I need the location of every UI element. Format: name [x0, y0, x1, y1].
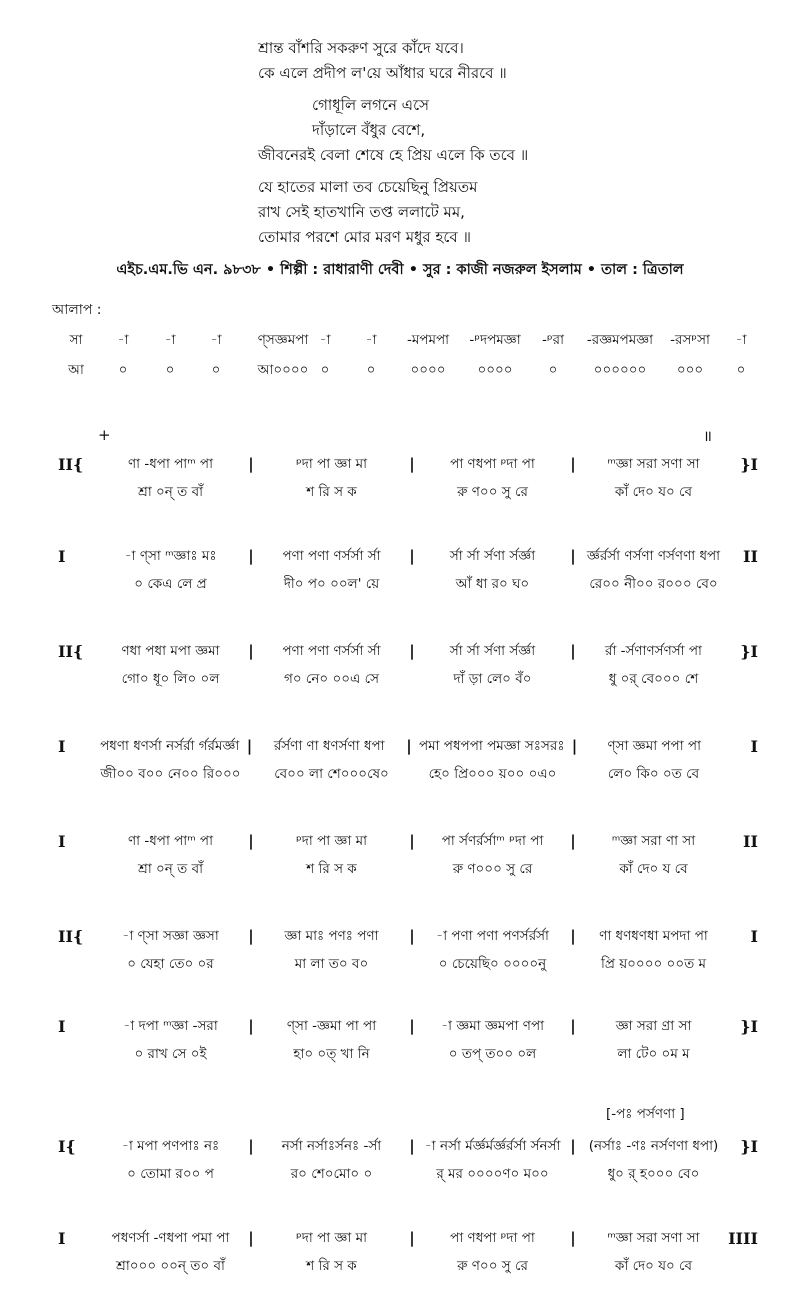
- bracket-end: I: [750, 736, 758, 756]
- alap-note: -ᵖদপমজ্ঞা: [469, 332, 521, 348]
- bracket-end: }I: [740, 454, 758, 474]
- alap-syllable: ০: [548, 362, 558, 378]
- swara-cell: র্রা -র্সণাণর্সণর্সা পা: [605, 642, 702, 659]
- notation-block-5: [58, 827, 758, 883]
- bar-line: |: [409, 927, 415, 945]
- swara-cell: পণা পণা ণর্সর্সা র্সা: [282, 642, 381, 659]
- bracket-start: II{: [58, 926, 84, 946]
- bracket-end: I: [750, 926, 758, 946]
- swara-row: [58, 732, 758, 760]
- alap-syllable: ০: [320, 362, 330, 378]
- swara-row: [58, 542, 758, 570]
- bar-line: |: [409, 547, 415, 565]
- bar-line: |: [409, 642, 415, 660]
- alap-note: -া: [365, 332, 377, 348]
- swara-cell: পণা পণা ণর্সর্সা র্সা: [282, 547, 381, 564]
- swara-cell: -া নর্সা র্মর্জ্ঞর্মর্জ্ঞর্রর্সা র্সনর্সা: [424, 1137, 561, 1154]
- bar-line: |: [570, 927, 576, 945]
- swara-cell: র্জ্ঞর্রর্সা ণর্সণা ণর্সণণা ধপা: [586, 547, 721, 564]
- lyric-cell: আঁ ধা র০ ঘ০: [455, 575, 530, 592]
- swara-cell: ᵐজ্ঞা সরা ণা সা: [611, 832, 696, 849]
- bar-line: |: [246, 737, 253, 755]
- notation-block-2: [58, 542, 758, 598]
- alap-swara-row: [0, 329, 800, 355]
- swara-cell: -া পণা পণা পণর্সর্রর্সা: [436, 927, 549, 944]
- swara-row: [58, 1224, 758, 1252]
- swara-row: [58, 922, 758, 950]
- swara-cell: নর্সা নর্সাঃর্সনঃ -র্সা: [281, 1137, 382, 1154]
- lyric-cell: ০ যেহা তে০ ০র: [127, 955, 214, 972]
- alap-note: -ᵖরা: [542, 332, 564, 348]
- lyric-cell: রু ণ০০ সু রে: [457, 483, 528, 500]
- swara-cell: ণ্সা -জ্ঞমা পা পা: [286, 1017, 377, 1034]
- lyric-row: [58, 570, 758, 598]
- section-end-mark: ॥: [703, 427, 712, 445]
- alap-lyric-row: [0, 359, 800, 385]
- bar-line: |: [409, 1137, 415, 1155]
- poem-line: শ্রান্ত বাঁশরি সকরুণ সুরে কাঁদে যবে।: [258, 39, 464, 57]
- lyric-cell: হে০ প্রি০০০ য়০০ ০এ০: [428, 765, 557, 782]
- bracket-end: }I: [740, 641, 758, 661]
- lyric-cell: রু ণ০০ সু রে: [457, 1257, 528, 1274]
- alap-syllable: ০: [165, 362, 175, 378]
- bracket-end: II: [743, 831, 758, 851]
- bracket-end: }I: [740, 1136, 758, 1156]
- alap-note: -া: [164, 332, 176, 348]
- lyric-row: [58, 1252, 758, 1280]
- swara-cell: র্রর্সণা ণা ধণর্সণা ধপা: [273, 737, 385, 754]
- bracket-start: I: [58, 546, 66, 566]
- bracket-start: II{: [58, 454, 84, 474]
- poem-line: রাখ সেই হাতখানি তপ্ত ললাটে মম,: [258, 203, 465, 221]
- alap-syllable: ০: [118, 362, 128, 378]
- bar-line: |: [409, 832, 415, 850]
- lyric-cell: ধু০ র্ হ০০০ বে০: [607, 1165, 700, 1182]
- swara-cell: ᵖদা পা জ্ঞা মা: [296, 1229, 367, 1246]
- swara-cell: ণা -ধপা পাᵐ পা: [127, 832, 214, 849]
- poem-line: দাঁড়ালে বঁধুর বেশে,: [312, 121, 426, 139]
- alap-note: -া: [117, 332, 129, 348]
- bracket-start: I: [58, 736, 66, 756]
- bar-line: |: [570, 642, 576, 660]
- swara-cell: (নর্সাঃ -ণঃ নর্সণণা ধপা): [588, 1137, 719, 1154]
- alap-note: -রজ্ঞমপমজ্ঞা: [586, 332, 654, 348]
- alap-syllable: আ০০০০: [257, 362, 309, 378]
- lyric-cell: শ রি স ক: [306, 1257, 357, 1274]
- lyric-row: [58, 950, 758, 978]
- notation-block-7: [58, 1012, 758, 1068]
- lyric-cell: গ০ নে০ ০০এ সে: [283, 670, 380, 687]
- alap-note: সা: [69, 332, 83, 348]
- swara-cell: ণা -ধপা পাᵐ পা: [127, 455, 214, 472]
- bracket-start: II{: [58, 641, 84, 661]
- swara-cell: র্সা র্সা র্সণা র্সর্জ্ঞা: [449, 547, 536, 564]
- alap-syllable: ০: [736, 362, 746, 378]
- alap-note: -মপমপা: [406, 332, 450, 348]
- lyric-cell: রে০০ নী০০ র০০০ বে০: [589, 575, 718, 592]
- lyric-cell: প্রি য়০০০০ ০০ত ম: [600, 955, 707, 972]
- bracket-end: }I: [740, 1016, 758, 1036]
- swara-cell: -া জ্ঞমা জ্ঞমপা ণপা: [440, 1017, 545, 1034]
- poem-line: কে এলে প্রদীপ ল'য়ে আঁধার ঘরে নীরবে ॥: [258, 64, 507, 82]
- bar-line: |: [570, 455, 576, 473]
- lyric-row: [58, 1040, 758, 1068]
- notation-block-8: [58, 1132, 758, 1188]
- alap-syllable: আ: [68, 362, 84, 378]
- bar-line: |: [409, 1229, 415, 1247]
- bracket-end: II: [743, 546, 758, 566]
- swara-cell: ᵐজ্ঞা সরা সণা সা: [607, 1229, 700, 1246]
- lyric-cell: বে০০ লা শে০০০ষে০: [274, 765, 389, 782]
- swara-cell: -া মপা পণপাঃ নঃ: [121, 1137, 220, 1154]
- swara-cell: ᵖদা পা জ্ঞা মা: [296, 832, 367, 849]
- bar-line: |: [248, 832, 254, 850]
- swara-cell: ণ্সা জ্ঞমা পপা পা: [607, 737, 702, 754]
- poem-line: যে হাতের মালা তব চেয়েছিনু প্রিয়তম: [258, 178, 478, 196]
- notation-block-1: [58, 450, 758, 506]
- notation-block-6: [58, 922, 758, 978]
- swara-cell: জ্ঞা সরা ণ্রা সা: [615, 1017, 692, 1034]
- record-details: এইচ.এম.ভি এন. ৯৮৩৮ • শিল্পী : রাধারাণী দেবী • সুর : কাজী নজরুল ইসলাম • তাল : ত্রিতাল: [116, 262, 684, 278]
- bracket-start: I: [58, 831, 66, 851]
- lyric-row: [58, 1160, 758, 1188]
- alap-syllable: ০০০০০০: [593, 362, 647, 378]
- notation-block-3: [58, 637, 758, 693]
- bar-line: |: [406, 737, 412, 755]
- lyric-cell: শ রি স ক: [306, 483, 357, 500]
- bar-line: |: [570, 1137, 576, 1155]
- swara-row: [58, 1132, 758, 1160]
- swara-cell: র্সা র্সা র্সণা র্সর্জ্ঞা: [449, 642, 536, 659]
- lyric-cell: ০ তপ্ ত০০ ০ল: [448, 1045, 537, 1062]
- notation-block-9: [58, 1224, 758, 1280]
- poem-stanza-3: [258, 175, 477, 250]
- poem-stanza-2: [258, 93, 528, 168]
- lyric-cell: ধু ০র্ বে০০০ শে: [608, 670, 699, 687]
- bar-line: |: [409, 1017, 415, 1035]
- lyric-cell: কাঁ দে০ য০ বে: [614, 1257, 693, 1274]
- swara-cell: পধণর্সা -ণধপা পমা পা: [111, 1229, 230, 1246]
- lyric-cell: র০ শে০মো০ ০: [290, 1165, 373, 1182]
- lyric-cell: শ্রা ০ন্ ত বাঁ: [138, 483, 203, 500]
- lyric-cell: মা লা ত০ ব০: [294, 955, 369, 972]
- alap-label: আলাপ :: [52, 302, 102, 318]
- bar-line: |: [248, 1017, 254, 1035]
- alap-note: ণ্সজ্ঞমপা: [257, 332, 309, 348]
- bracket-start: I{: [58, 1136, 76, 1156]
- tali-mark: +: [98, 426, 111, 444]
- bar-line: |: [570, 1229, 576, 1247]
- alap-syllable: ০০০: [676, 362, 704, 378]
- lyric-row: [58, 665, 758, 693]
- bar-line: |: [570, 832, 576, 850]
- lyric-cell: ০ রাখ সে ০ই: [134, 1045, 207, 1062]
- alternate-note: [-পঃ পর্সণণা ]: [606, 1106, 685, 1122]
- bar-line: |: [248, 927, 254, 945]
- poem-line: গোধূলি লগনে এসে: [312, 96, 430, 114]
- alap-syllable: ০০০০: [410, 362, 446, 378]
- swara-cell: পমা পধপপা পমজ্ঞা সঃসরঃ: [418, 737, 565, 754]
- swara-cell: পা ণধপা ᵖদা পা: [450, 1229, 535, 1246]
- bracket-start: I: [58, 1228, 66, 1248]
- poem-line: তোমার পরশে মোর মরণ মধুর হবে ॥: [258, 228, 471, 246]
- lyric-cell: রু ণ০০০ সু রে: [452, 860, 533, 877]
- bar-line: |: [248, 1229, 254, 1247]
- lyric-row: [58, 855, 758, 883]
- swara-row: [58, 637, 758, 665]
- alap-syllable: ০: [211, 362, 221, 378]
- swara-cell: পা র্সণর্রর্সাᵐ ᵖদা পা: [441, 832, 544, 849]
- lyric-cell: কাঁ দে০ য০ বে: [614, 483, 693, 500]
- alap-syllable: ০০০০: [477, 362, 513, 378]
- swara-cell: জ্ঞা মাঃ পণঃ পণা: [284, 927, 379, 944]
- bar-line: |: [248, 547, 254, 565]
- lyric-cell: হা০ ০ত্ খা নি: [293, 1045, 370, 1062]
- bar-line: |: [248, 1137, 254, 1155]
- swara-cell: পা ণধপা ᵖদা পা: [450, 455, 535, 472]
- lyric-cell: ০ চেয়েছি০ ০০০০নু: [438, 955, 547, 972]
- bar-line: |: [570, 547, 576, 565]
- lyric-cell: কাঁ দে০ য বে: [619, 860, 688, 877]
- lyric-cell: র্ মর ০০০০ণ০ ম০০: [436, 1165, 549, 1182]
- alap-note: -া: [210, 332, 222, 348]
- swara-cell: ণধা পধা মপা জ্ঞমা: [121, 642, 220, 659]
- bar-line: |: [409, 455, 415, 473]
- lyric-cell: দী০ প০ ০০ল' য়ে: [283, 575, 380, 592]
- bar-line: |: [248, 642, 254, 660]
- swara-cell: ণা ধণধণধা মপদা পা: [599, 927, 708, 944]
- alap-note: -া: [735, 332, 747, 348]
- lyric-cell: শ রি স ক: [306, 860, 357, 877]
- notation-block-4: [58, 732, 758, 788]
- swara-row: [58, 1012, 758, 1040]
- lyric-row: [58, 760, 758, 788]
- alap-syllable: ০: [366, 362, 376, 378]
- swara-cell: -া ণ্সা সজ্ঞা জ্ঞসা: [122, 927, 219, 944]
- bracket-end: IIII: [728, 1228, 758, 1248]
- swara-cell: -া ণ্সা ᵐজ্ঞাঃ মঃ: [124, 547, 217, 564]
- swara-cell: ᵖদা পা জ্ঞা মা: [296, 455, 367, 472]
- bracket-start: I: [58, 1016, 66, 1036]
- swara-cell: -া দপা ᵐজ্ঞা -সরা: [123, 1017, 218, 1034]
- lyric-cell: ০ তোমা র০০ প: [127, 1165, 214, 1182]
- alap-note: -রসᵖসা: [670, 332, 710, 348]
- lyric-cell: জী০০ ব০০ নে০০ রি০০০: [100, 765, 241, 782]
- poem-stanza-1: [258, 36, 507, 86]
- swara-cell: পধণা ধণর্সা নর্সর্রা র্গর্রমর্জ্ঞা: [100, 737, 240, 754]
- swara-row: [58, 827, 758, 855]
- lyric-cell: শ্রা ০ন্ ত বাঁ: [138, 860, 203, 877]
- swara-cell: ᵐজ্ঞা সরা সণা সা: [607, 455, 700, 472]
- poem-line: জীবনেরই বেলা শেষে হে প্রিয় এলে কি তবে ॥: [258, 146, 529, 164]
- lyric-cell: শ্রা০০০ ০০ন্ ত০ বাঁ: [116, 1257, 225, 1274]
- bar-line: |: [571, 737, 578, 755]
- lyric-cell: লে০ কি০ ০ত বে: [607, 765, 700, 782]
- bar-line: |: [570, 1017, 576, 1035]
- lyric-row: [58, 478, 758, 506]
- lyric-cell: লা টে০ ০ম ম: [617, 1045, 690, 1062]
- bar-line: |: [248, 455, 254, 473]
- alap-note: -া: [319, 332, 331, 348]
- lyric-cell: ০ কেএ লে প্র: [134, 575, 207, 592]
- swara-row: [58, 450, 758, 478]
- lyric-cell: গো০ ধূ০ লি০ ০ল: [121, 670, 220, 687]
- lyric-cell: দাঁ ড়া লে০ বঁ০: [453, 670, 532, 687]
